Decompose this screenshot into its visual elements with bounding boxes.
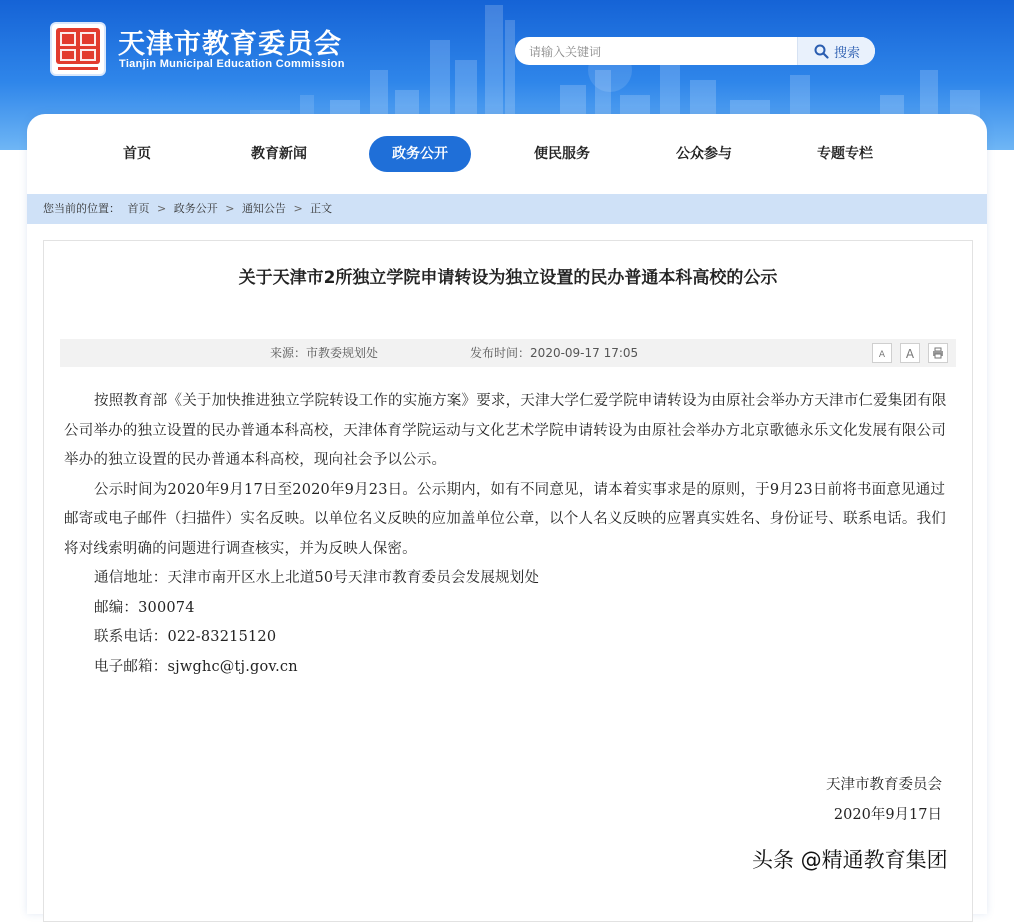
article-signature: [826, 771, 942, 830]
breadcrumb: [43, 194, 336, 224]
publish-time-label: 发布时间：: [470, 346, 531, 360]
contact-email: 电子邮箱：sjwghc@tj.gov.cn: [94, 658, 298, 675]
signature-org: 天津市教育委员会: [826, 777, 942, 793]
search-button-label: 搜索: [833, 45, 860, 61]
watermark-text: 头条 @精通教育集团: [752, 848, 948, 872]
nav-item-public-participation[interactable]: 公众参与: [676, 146, 732, 162]
nav-item-home[interactable]: 首页: [123, 146, 151, 162]
nav-item-special-topics[interactable]: 专题专栏: [817, 146, 873, 162]
tianjin-seal-logo-icon: [52, 24, 104, 74]
breadcrumb-home[interactable]: 首页: [127, 202, 150, 215]
breadcrumb-bar: [27, 194, 987, 224]
article-container: [43, 240, 973, 922]
article-meta: [270, 339, 638, 367]
site-name: 天津市教育委员会: [118, 29, 342, 60]
search-bar: [515, 37, 875, 65]
print-button[interactable]: [928, 343, 948, 363]
breadcrumb-current: 正文: [310, 202, 333, 215]
breadcrumb-prefix: 您当前的位置：: [43, 202, 120, 215]
main-card: [27, 114, 987, 914]
nav-item-government-affairs[interactable]: 政务公开: [369, 136, 471, 172]
source-value: 市教委规划处: [306, 346, 379, 360]
contact-address: 通信地址：天津市南开区水上北道50号天津市教育委员会发展规划处: [94, 570, 540, 586]
contact-postcode: 邮编：300074: [94, 599, 195, 616]
search-icon: [814, 44, 829, 59]
publish-time-value: 2020-09-17 17:05: [530, 346, 639, 360]
source-label: 来源：: [270, 346, 307, 360]
print-icon: [932, 347, 944, 359]
article-meta-bar: [60, 339, 956, 367]
breadcrumb-separator: >: [225, 202, 235, 215]
search-button[interactable]: [797, 37, 875, 65]
article-body: [64, 387, 954, 682]
nav-item-public-services[interactable]: 便民服务: [534, 146, 590, 162]
main-nav: [27, 136, 987, 172]
breadcrumb-separator: >: [157, 202, 167, 215]
article-tools: [872, 343, 948, 363]
search-input[interactable]: [527, 41, 801, 63]
font-larger-icon: A: [905, 347, 915, 361]
font-larger-button[interactable]: [900, 343, 920, 363]
article-paragraph: 公示时间为2020年9月17日至2020年9月23日。公示期内，如有不同意见，请本着实事求是的原则，于9月23日前将书面意见通过邮寄或电子邮件（扫描件）实名反映。以单位名义反映的应加盖单位公章，以个人名义反映的应署真实姓名、身份证号、联系电话。我们将对线索明确的问题进行调查核实，并为反映人保密。: [64, 481, 946, 557]
breadcrumb-government-affairs[interactable]: 政务公开: [173, 202, 218, 215]
signature-date: 2020年9月17日: [833, 806, 942, 823]
breadcrumb-separator: >: [293, 202, 303, 215]
article-paragraph: 按照教育部《关于加快推进独立学院转设工作的实施方案》要求，天津大学仁爱学院申请转设为由原社会举办方天津市仁爱集团有限公司举办的独立设置的民办普通本科高校，天津体育学院运动与文化艺术学院申请转设为由原社会举办方北京歌德永乐文化发展有限公司举办的独立设置的民办普通本科高校，现向社会予以公示。: [64, 393, 947, 468]
contact-phone: 联系电话：022-83215120: [94, 629, 277, 645]
site-logo[interactable]: [52, 24, 104, 74]
site-name-english: Tianjin Municipal Education Commission: [119, 58, 345, 70]
breadcrumb-notices[interactable]: 通知公告: [241, 202, 286, 215]
font-smaller-icon: A: [878, 350, 886, 360]
article-title: 关于天津市2所独立学院申请转设为独立设置的民办普通本科高校的公示: [238, 268, 778, 288]
nav-item-education-news[interactable]: 教育新闻: [251, 146, 307, 162]
font-smaller-button[interactable]: [872, 343, 892, 363]
